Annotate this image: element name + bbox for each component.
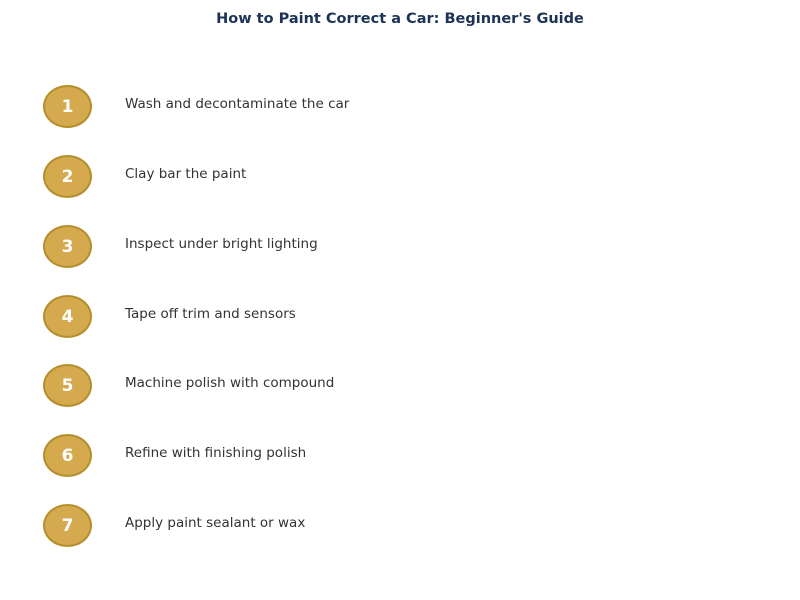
step-number-badge: 7 [43, 504, 92, 547]
step-label: Apply paint sealant or wax [125, 515, 306, 531]
step-number-badge: 3 [43, 225, 92, 268]
step-number-badge: 2 [43, 155, 92, 198]
step-number-badge: 5 [43, 364, 92, 407]
step-2 [43, 155, 643, 197]
step-6 [43, 434, 643, 476]
step-7 [43, 504, 643, 546]
step-3 [43, 225, 643, 267]
step-5 [43, 364, 643, 406]
step-label: Wash and decontaminate the car [125, 96, 350, 112]
step-number-badge: 1 [43, 85, 92, 128]
step-1 [43, 85, 643, 127]
step-label: Machine polish with compound [125, 375, 335, 391]
step-label: Refine with finishing polish [125, 445, 307, 461]
step-label: Inspect under bright lighting [125, 236, 318, 252]
diagram-title: How to Paint Correct a Car: Beginner's Guide [216, 11, 584, 27]
step-number-badge: 4 [43, 295, 92, 338]
step-4 [43, 295, 643, 337]
step-label: Clay bar the paint [125, 166, 247, 182]
step-label: Tape off trim and sensors [125, 306, 296, 322]
step-number-badge: 6 [43, 434, 92, 477]
